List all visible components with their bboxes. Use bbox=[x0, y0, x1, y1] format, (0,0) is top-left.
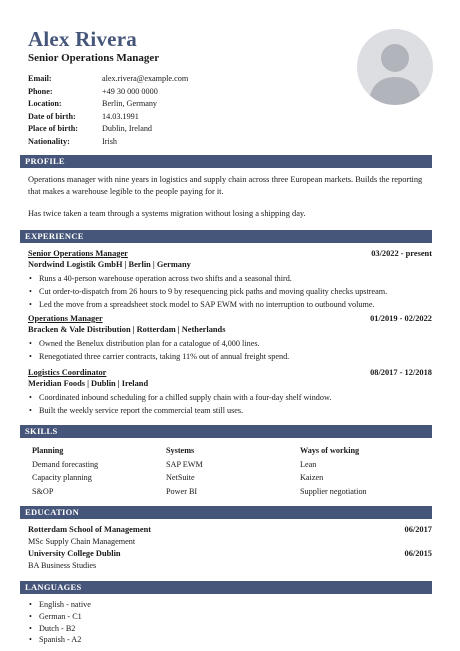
education-school: Rotterdam School of Management bbox=[28, 525, 152, 534]
experience-bullets bbox=[28, 337, 432, 363]
education-entry-header bbox=[28, 549, 432, 558]
section-heading-languages: LANGUAGES bbox=[20, 581, 432, 594]
contact-label: Email: bbox=[28, 74, 52, 83]
experience-entry-header bbox=[28, 368, 432, 377]
contact-row-email bbox=[28, 73, 188, 86]
experience-date-range: 08/2017 - 12/2018 bbox=[370, 368, 432, 377]
contact-value-dob: 14.03.1991 bbox=[102, 111, 139, 121]
contact-row-nationality bbox=[28, 136, 188, 149]
experience-employer: Meridian Foods | Dublin | Ireland bbox=[28, 379, 149, 388]
skills-grid bbox=[32, 444, 434, 498]
experience-job-title: Operations Manager bbox=[28, 314, 103, 323]
education-date: 06/2015 bbox=[404, 549, 432, 558]
profile-summary: Operations manager with nine years in logistics and supply chain across three European markets. Builds the reporting that makes a warehouse legible to the people paying for it. bbox=[28, 175, 423, 196]
contact-label: Nationality: bbox=[28, 136, 70, 146]
experience-job-title: Senior Operations Manager bbox=[28, 249, 128, 258]
list-item: • Built the weekly service report the commercial team still uses. bbox=[28, 404, 432, 417]
skill-item: Kaizen bbox=[300, 473, 324, 482]
candidate-name: Alex Rivera bbox=[28, 27, 137, 51]
section-heading-education: EDUCATION bbox=[20, 506, 432, 519]
contact-label: Place of birth: bbox=[28, 124, 79, 134]
skill-item: SAP EWM bbox=[166, 459, 203, 469]
contact-row-dob bbox=[28, 111, 188, 124]
skills-column-ways-of-working bbox=[300, 444, 434, 498]
contact-label: Date of birth: bbox=[28, 111, 76, 121]
candidate-job-title: Senior Operations Manager bbox=[28, 52, 160, 64]
experience-job-title: Logistics Coordinator bbox=[28, 368, 107, 377]
experience-date-range: 03/2022 - present bbox=[371, 249, 432, 258]
list-item: • Dutch - B2 bbox=[28, 623, 228, 635]
contact-label: Phone: bbox=[28, 86, 53, 96]
contact-value-phone: +49 30 000 0000 bbox=[102, 86, 158, 96]
skills-column-heading: Systems bbox=[166, 446, 195, 455]
contact-value-nationality: Irish bbox=[102, 136, 118, 146]
skill-item: Demand forecasting bbox=[32, 459, 99, 469]
education-date: 06/2017 bbox=[404, 525, 432, 534]
list-item: • English - native bbox=[28, 599, 228, 611]
list-item: • Spanish - A2 bbox=[28, 634, 228, 646]
experience-entry-header bbox=[28, 249, 432, 258]
section-heading-skills: SKILLS bbox=[20, 425, 432, 438]
education-entry-header bbox=[28, 525, 432, 534]
experience-employer: Bracken & Vale Distribution | Rotterdam | Netherlands bbox=[28, 325, 226, 334]
contact-row-pob bbox=[28, 123, 188, 136]
contact-value-location: Berlin, Germany bbox=[102, 99, 158, 109]
contact-details bbox=[28, 73, 188, 149]
experience-date-range: 01/2019 - 02/2022 bbox=[370, 314, 432, 323]
skills-column-systems bbox=[166, 444, 300, 498]
skill-item: Supplier negotiation bbox=[300, 486, 367, 496]
person-silhouette-icon bbox=[357, 29, 433, 105]
skill-item: S&OP bbox=[32, 486, 54, 496]
education-school: University College Dublin bbox=[28, 549, 121, 558]
experience-employer: Nordwind Logistik GmbH | Berlin | Germany bbox=[28, 260, 191, 269]
contact-value-pob: Dublin, Ireland bbox=[102, 124, 153, 134]
list-item: • Cut order-to-dispatch from 26 hours to 9 by resequencing pick paths and moving quality checks upstream. bbox=[28, 285, 432, 298]
languages-list bbox=[28, 599, 228, 646]
skill-item: Lean bbox=[300, 459, 317, 469]
skills-column-heading: Planning bbox=[32, 446, 64, 455]
profile-highlight: Has twice taken a team through a systems migration without losing a shipping day. bbox=[28, 209, 306, 218]
contact-value-email: alex.rivera@example.com bbox=[102, 74, 189, 83]
education-degree: MSc Supply Chain Management bbox=[28, 537, 136, 546]
skills-column-heading: Ways of working bbox=[300, 446, 360, 455]
skill-item: Power BI bbox=[166, 486, 198, 496]
list-item: • Led the move from a spreadsheet stock model to SAP EWM with no interruption to outbound volume. bbox=[28, 298, 432, 311]
contact-row-phone bbox=[28, 86, 188, 99]
list-item: • Coordinated inbound scheduling for a chilled supply chain with a four-day shelf window. bbox=[28, 391, 432, 404]
list-item: • Owned the Benelux distribution plan for a catalogue of 4,000 lines. bbox=[28, 337, 432, 350]
education-degree: BA Business Studies bbox=[28, 561, 97, 570]
avatar bbox=[357, 29, 433, 105]
contact-row-location bbox=[28, 98, 188, 111]
section-heading-experience: EXPERIENCE bbox=[20, 230, 432, 243]
contact-label: Location: bbox=[28, 99, 62, 109]
list-item: • Runs a 40-person warehouse operation across two shifts and a seasonal third. bbox=[28, 272, 432, 285]
skill-item: NetSuite bbox=[166, 473, 195, 482]
skills-column-planning bbox=[32, 444, 166, 498]
experience-entry-header bbox=[28, 314, 432, 323]
experience-bullets bbox=[28, 272, 432, 312]
skill-item: Capacity planning bbox=[32, 473, 92, 482]
list-item: • Renegotiated three carrier contracts, taking 11% out of annual freight spend. bbox=[28, 350, 432, 363]
list-item: • German - C1 bbox=[28, 611, 228, 623]
section-heading-profile: PROFILE bbox=[20, 155, 432, 168]
experience-bullets bbox=[28, 391, 432, 417]
